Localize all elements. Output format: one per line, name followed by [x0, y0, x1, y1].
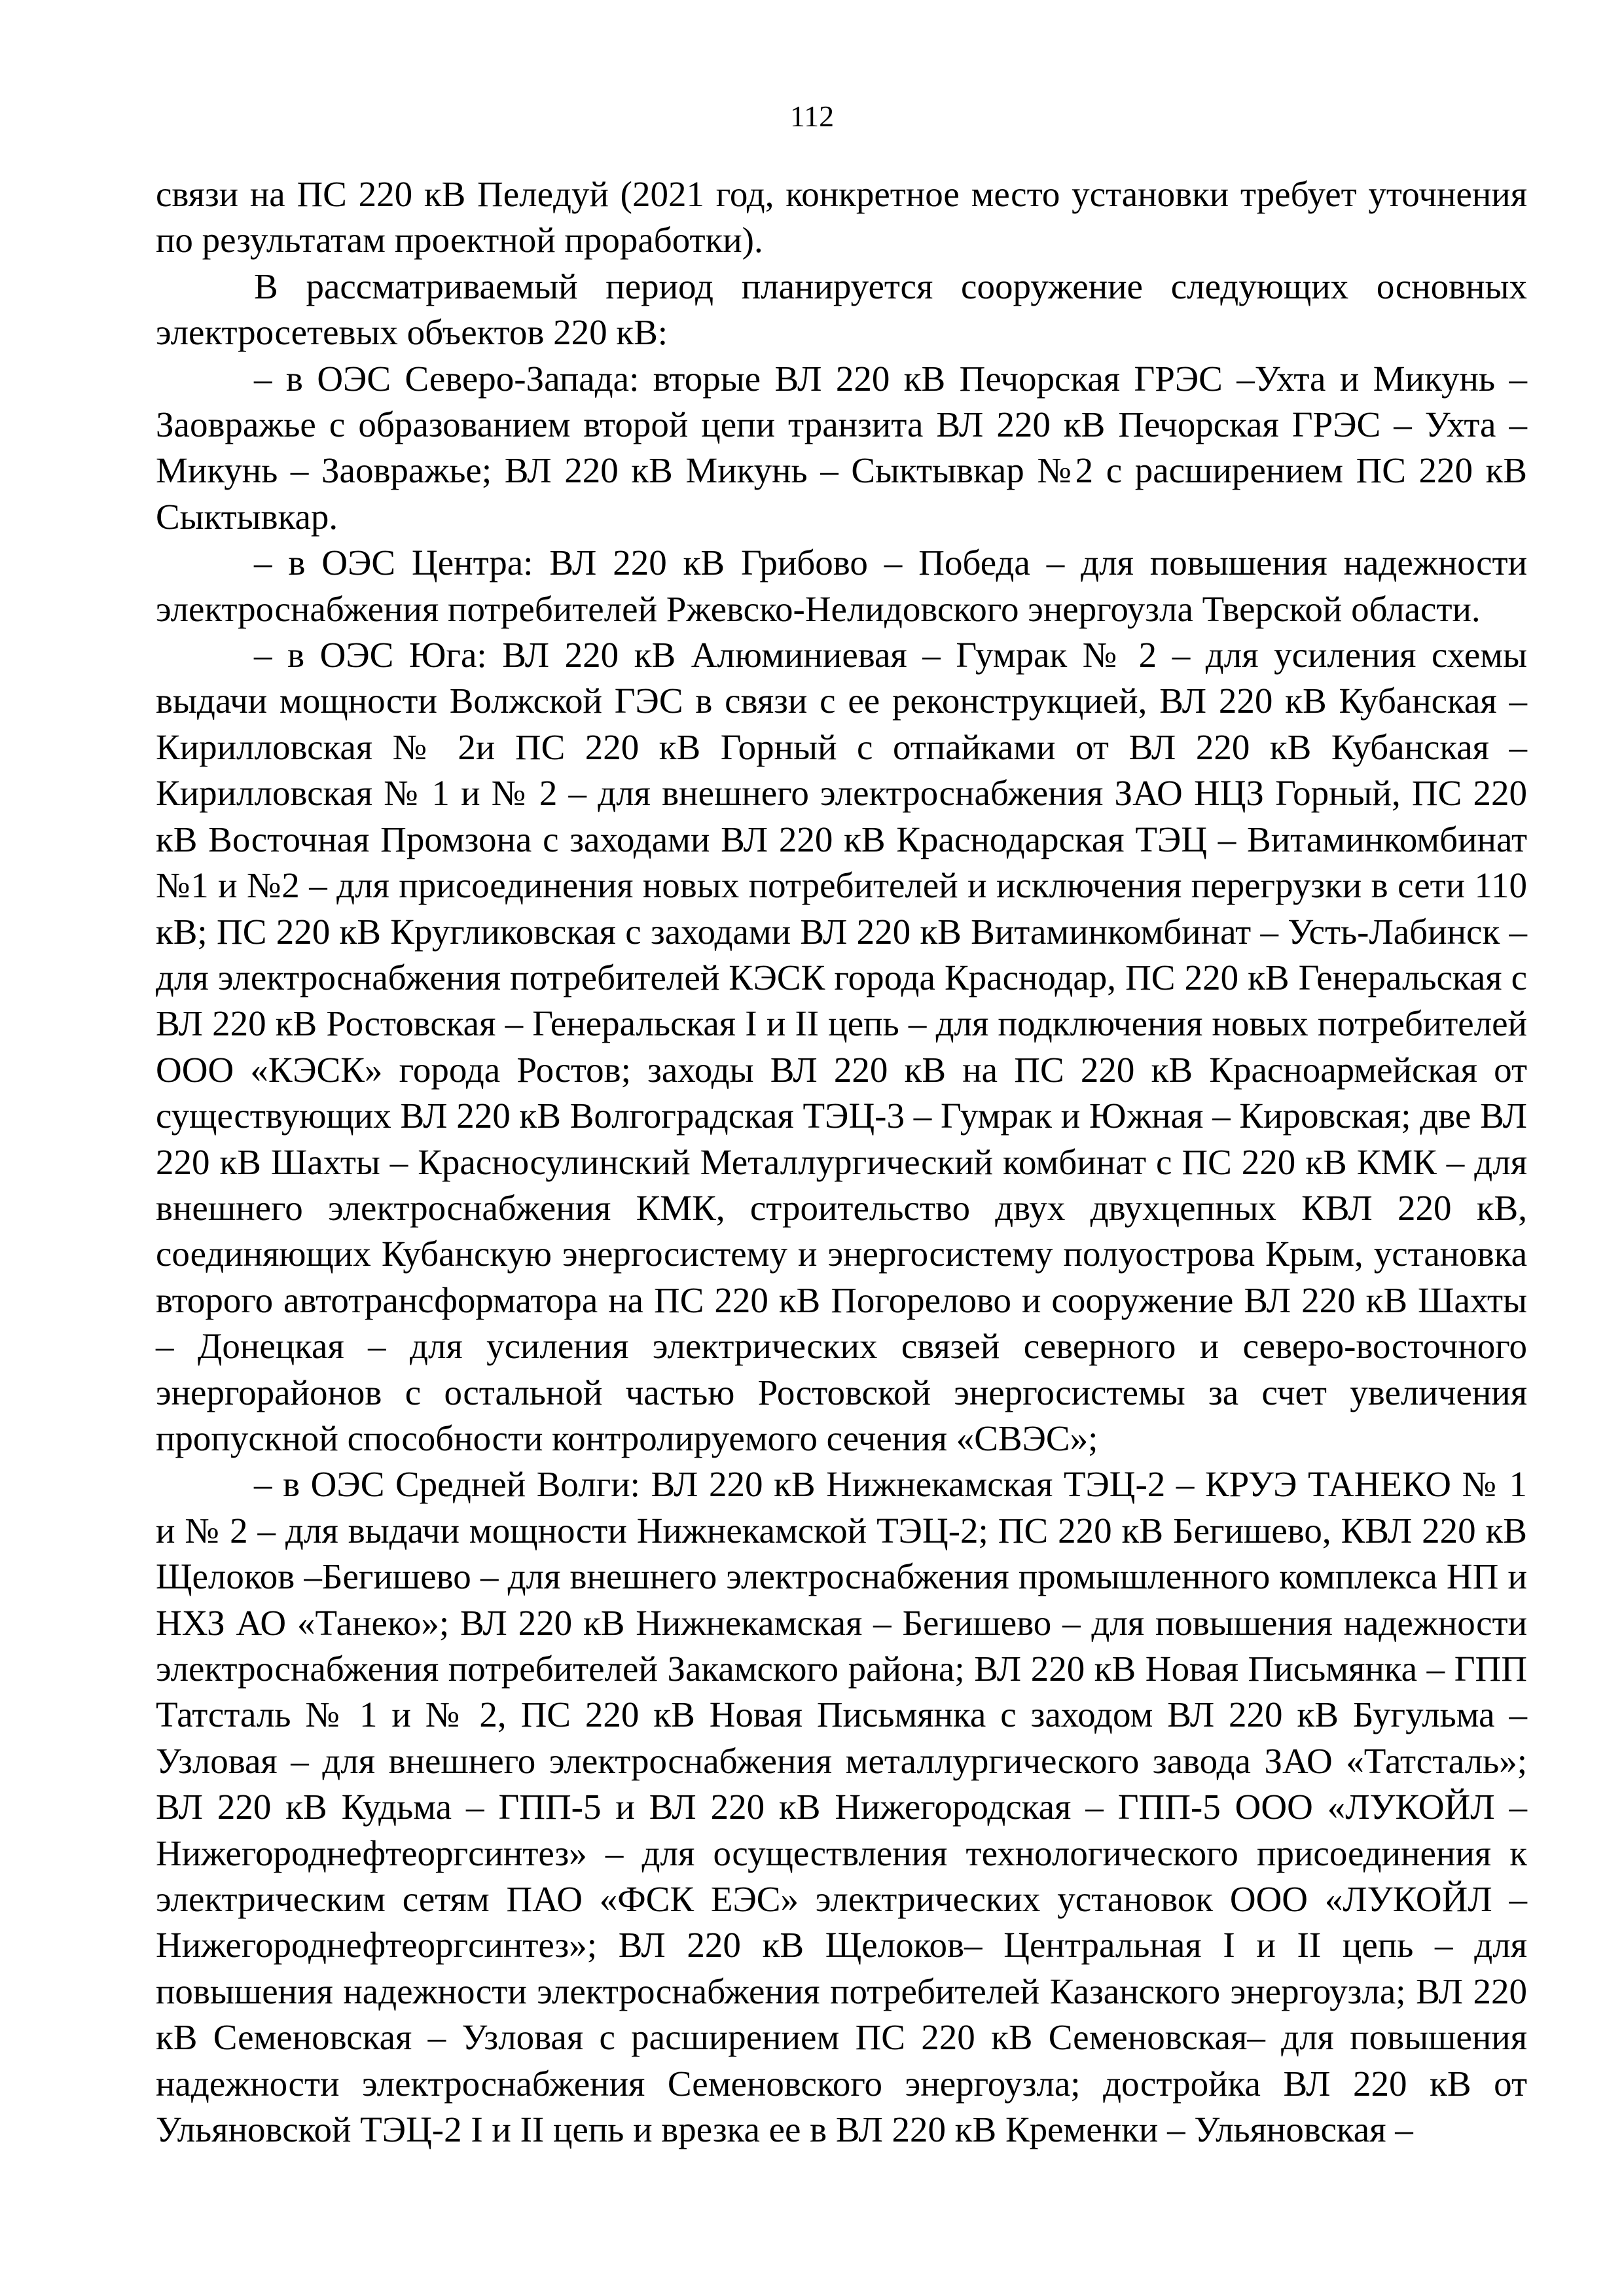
list-item-middle-volga: – в ОЭС Средней Волги: ВЛ 220 кВ Нижнекамская ТЭЦ-2 – КРУЭ ТАНЕКО № 1 и № 2 – для выдачи мощности Нижнекамской ТЭЦ-2; ПС 220 кВ Бегишево, КВЛ 220 кВ Щелоков –Бегишево – для внешнего электроснабжения промышленного комплекса НП и НХЗ АО «Танеко»; ВЛ 220 кВ Нижнекамская – Бегишево – для повышения надежности электроснабжения потребителей Закамского района; ВЛ 220 кВ Новая Письмянка – ГПП Татсталь № 1 и № 2, ПС 220 кВ Новая Письмянка с заходом ВЛ 220 кВ Бугульма – Узловая – для внешнего электроснабжения металлургического завода ЗАО «Татсталь»; ВЛ 220 кВ Кудьма – ГПП-5 и ВЛ 220 кВ Нижегородская – ГПП-5 ООО «ЛУКОЙЛ – Нижегороднефтеоргсинтез» – для осуществления технологического присоединения к электрическим сетям ПАО «ФСК ЕЭС» электрических установок ООО «ЛУКОЙЛ – Нижегороднефтеоргсинтез»; ВЛ 220 кВ Щелоков– Центральная I и II цепь – для повышения надежности электроснабжения потребителей Казанского энергоузла; ВЛ 220 кВ Семеновская – Узловая с расширением ПС 220 кВ Семеновская– для повышения надежности электроснабжения Семеновского энергоузла; достройка ВЛ 220 кВ от Ульяновской ТЭЦ-2 I и II цепь и врезка ее в ВЛ 220 кВ Кременки – Ульяновская – [156, 1464, 1527, 2150]
paragraph-continuation: связи на ПС 220 кВ Пeлeдуй (2021 год, конкретное место установки требует уточнения по результатам проектной проработки). [156, 174, 1527, 260]
list-item-northwest: – в ОЭС Северо-Запада: вторые ВЛ 220 кВ Печорская ГРЭС –Ухта и Микунь – Заовражье с образованием второй цепи транзита ВЛ 220 кВ Печорская ГРЭС – Ухта – Микунь – Заовражье; ВЛ 220 кВ Микунь – Сыктывкар №2 с расширением ПС 220 кВ Сыктывкар. [156, 358, 1527, 537]
page-number: 112 [789, 99, 835, 133]
list-item-south: – в ОЭС Юга: ВЛ 220 кВ Алюминиевая – Гумрак № 2 – для усиления схемы выдачи мощности Волжской ГЭС в связи с ее реконструкцией, ВЛ 220 кВ Кубанская – Кирилловская № 2и ПС 220 кВ Горный с отпайками от ВЛ 220 кВ Кубанская – Кирилловская № 1 и № 2 – для внешнего электроснабжения ЗАО НЦЗ Горный, ПС 220 кВ Восточная Промзона с заходами ВЛ 220 кВ Краснодарская ТЭЦ – Витаминкомбинат №1 и №2 – для присоединения новых потребителей и исключения перегрузки в сети 110 кВ; ПС 220 кВ Кругликовская с заходами ВЛ 220 кВ Витаминкомбинат – Усть-Лабинск – для электроснабжения потребителей КЭСК города Краснодар, ПС 220 кВ Генеральская с ВЛ 220 кВ Ростовская – Генеральская I и II цепь – для подключения новых потребителей ООО «КЭСК» города Ростов; заходы ВЛ 220 кВ на ПС 220 кВ Красноармейская от существующих ВЛ 220 кВ Волгоградская ТЭЦ-3 – Гумрак и Южная – Кировская; две ВЛ 220 кВ Шахты – Красносулинский Металлургический комбинат с ПС 220 кВ КМК – для внешнего электроснабжения КМК, строительство двух двухцепных КВЛ 220 кВ, соединяющих Кубанскую энергосистему и энергосистему полуострова Крым, установка второго автотрансформатора на ПС 220 кВ Погорелово и сооружение ВЛ 220 кВ Шахты – Донецкая – для усиления электрических связей северного и северо-восточного энергорайонов с остальной частью Ростовской энергосистемы за счет увеличения пропускной способности контролируемого сечения «СВЭС»; [156, 635, 1527, 1458]
list-item-center: – в ОЭС Центра: ВЛ 220 кВ Грибово – Победа – для повышения надежности электроснабжения потребителей Ржевско-Нелидовского энергоузла Тверской области. [156, 543, 1527, 629]
document-body [156, 171, 1527, 2153]
paragraph-intro: В рассматриваемый период планируется сооружение следующих основных электросетевых объектов 220 кВ: [156, 266, 1527, 353]
